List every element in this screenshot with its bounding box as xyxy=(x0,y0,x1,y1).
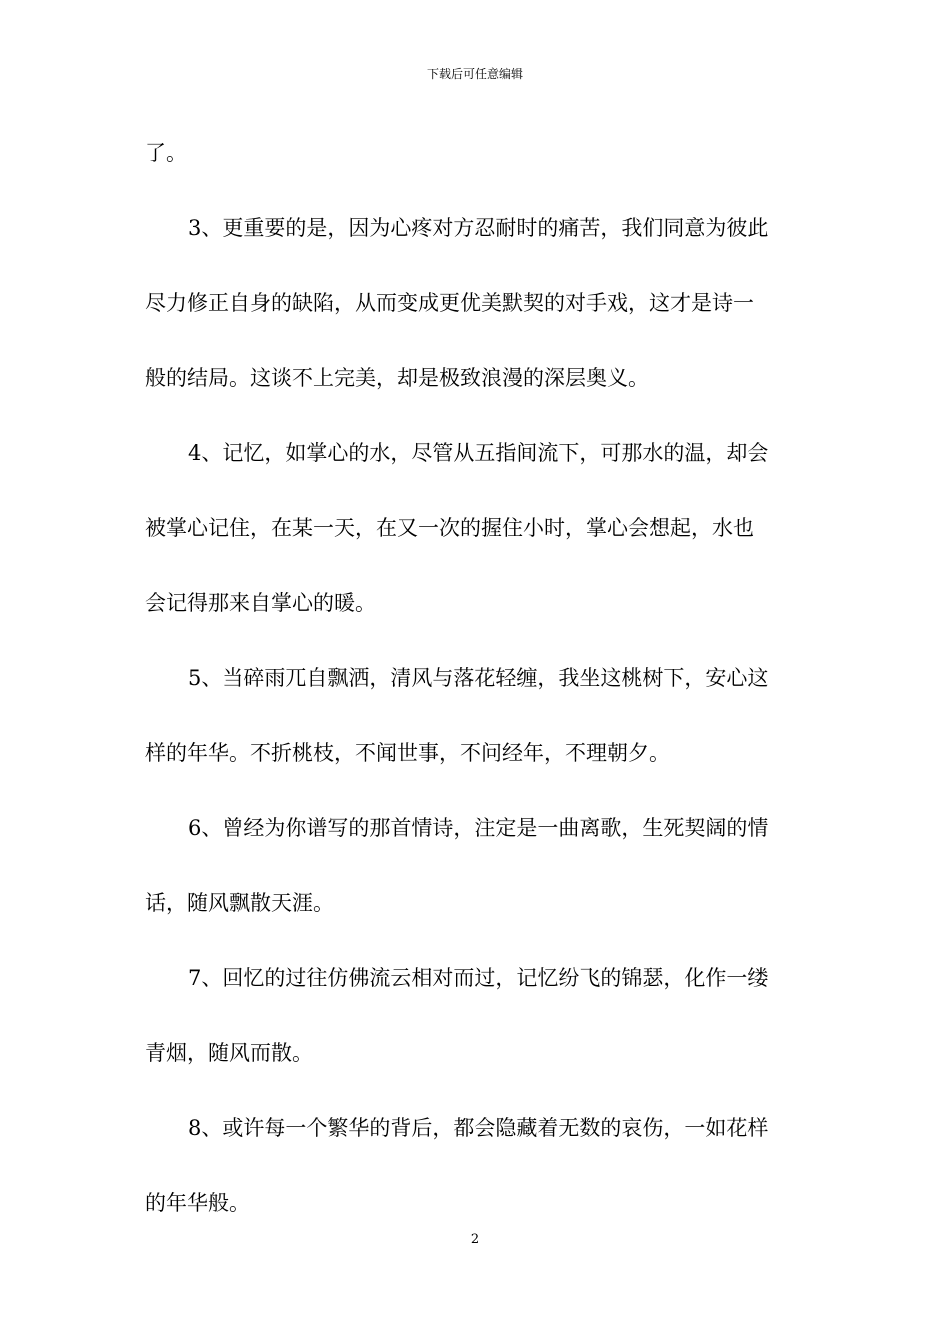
text-line: 尽力修正自身的缺陷，从而变成更优美默契的对手戏，这才是诗一 xyxy=(145,291,754,315)
text-line: 了。 xyxy=(145,141,187,165)
text-line-item-8-start: 8、或许每一个繁华的背后，都会隐藏着无数的哀伤，一如花样 xyxy=(188,1116,769,1140)
text-line-item-6-start: 6、曾经为你谱写的那首情诗，注定是一曲离歌，生死契阔的情 xyxy=(188,816,769,840)
text-line-item-4-start: 4、记忆，如掌心的水，尽管从五指间流下，可那水的温，却会 xyxy=(188,441,769,465)
text-line: 般的结局。这谈不上完美，却是极致浪漫的深层奥义。 xyxy=(145,366,649,390)
text-line: 话，随风飘散天涯。 xyxy=(145,891,334,915)
document-body xyxy=(145,128,810,1253)
text-line: 青烟，随风而散。 xyxy=(145,1041,313,1065)
text-line-item-3-start: 3、更重要的是，因为心疼对方忍耐时的痛苦，我们同意为彼此 xyxy=(188,216,769,240)
text-line: 的年华般。 xyxy=(145,1191,250,1215)
text-line: 会记得那来自掌心的暖。 xyxy=(145,591,376,615)
page-number: 2 xyxy=(470,1232,480,1247)
text-line: 样的年华。不折桃枝，不闻世事，不问经年，不理朝夕。 xyxy=(145,741,670,765)
text-line: 被掌心记住，在某一天，在又一次的握住小时，掌心会想起，水也 xyxy=(145,516,754,540)
page-header: 下载后可任意编辑 xyxy=(426,67,523,81)
text-line-item-7-start: 7、回忆的过往仿佛流云相对而过，记忆纷飞的锦瑟，化作一缕 xyxy=(188,966,769,990)
text-line-item-5-start: 5、当碎雨兀自飘洒，清风与落花轻缠，我坐这桃树下，安心这 xyxy=(188,666,769,690)
